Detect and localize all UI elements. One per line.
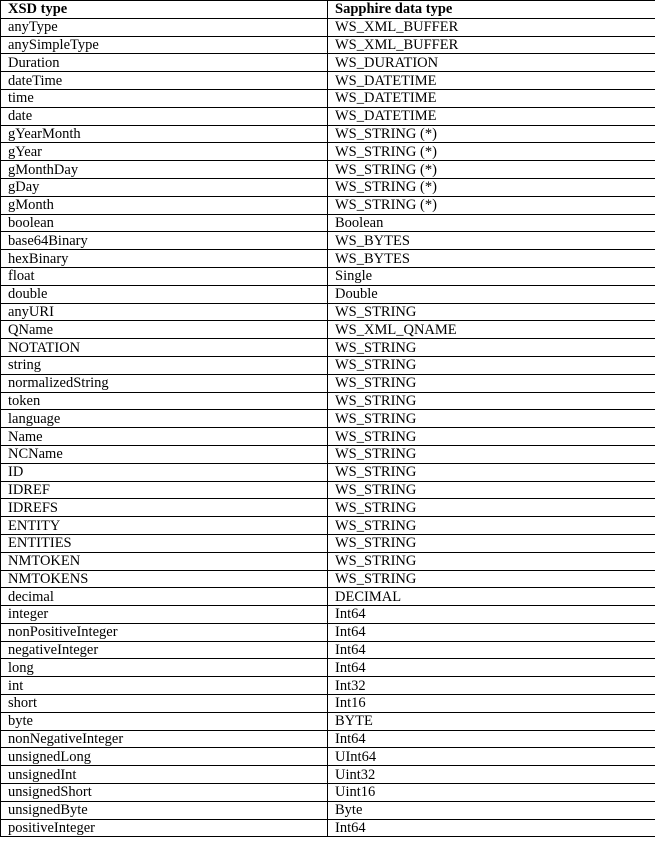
header-xsd-type: XSD type <box>1 1 328 19</box>
xsd-type-cell: anyType <box>1 18 328 36</box>
xsd-type-cell: string <box>1 356 328 374</box>
xsd-type-cell: ID <box>1 463 328 481</box>
table-header <box>1 1 655 19</box>
xsd-type-cell: byte <box>1 712 328 730</box>
table-row <box>1 374 655 392</box>
xsd-type-cell: positiveInteger <box>1 819 328 837</box>
sapphire-type-cell: Int64 <box>328 730 655 748</box>
table-row <box>1 552 655 570</box>
xsd-type-cell: NOTATION <box>1 339 328 357</box>
table-row <box>1 410 655 428</box>
xsd-type-cell: nonPositiveInteger <box>1 623 328 641</box>
table-row <box>1 54 655 72</box>
sapphire-type-cell: WS_XML_BUFFER <box>328 18 655 36</box>
sapphire-type-cell: UInt64 <box>328 748 655 766</box>
xsd-type-cell: negativeInteger <box>1 641 328 659</box>
table-row <box>1 588 655 606</box>
xsd-type-cell: IDREFS <box>1 499 328 517</box>
table-row <box>1 267 655 285</box>
xsd-type-cell: short <box>1 695 328 713</box>
xsd-type-cell: ENTITIES <box>1 534 328 552</box>
sapphire-type-cell: WS_STRING <box>328 534 655 552</box>
table-row <box>1 143 655 161</box>
sapphire-type-cell: WS_STRING <box>328 374 655 392</box>
sapphire-type-cell: WS_BYTES <box>328 250 655 268</box>
xsd-type-cell: unsignedShort <box>1 784 328 802</box>
xsd-type-cell: gDay <box>1 178 328 196</box>
table-row <box>1 819 655 837</box>
sapphire-type-cell: Int64 <box>328 659 655 677</box>
xsd-type-cell: unsignedLong <box>1 748 328 766</box>
sapphire-type-cell: Int64 <box>328 623 655 641</box>
xsd-type-cell: Name <box>1 428 328 446</box>
table-row <box>1 712 655 730</box>
xsd-type-cell: long <box>1 659 328 677</box>
sapphire-type-cell: Int64 <box>328 641 655 659</box>
sapphire-type-cell: DECIMAL <box>328 588 655 606</box>
table-body <box>1 18 655 837</box>
table-row <box>1 695 655 713</box>
sapphire-type-cell: WS_XML_QNAME <box>328 321 655 339</box>
xsd-type-cell: base64Binary <box>1 232 328 250</box>
xsd-type-cell: double <box>1 285 328 303</box>
sapphire-type-cell: WS_XML_BUFFER <box>328 36 655 54</box>
xsd-type-cell: time <box>1 89 328 107</box>
sapphire-type-cell: BYTE <box>328 712 655 730</box>
sapphire-type-cell: Uint32 <box>328 766 655 784</box>
xsd-type-cell: token <box>1 392 328 410</box>
table-row <box>1 570 655 588</box>
table-row <box>1 534 655 552</box>
table-row <box>1 766 655 784</box>
sapphire-type-cell: WS_DATETIME <box>328 72 655 90</box>
table-row <box>1 356 655 374</box>
table-row <box>1 677 655 695</box>
table-row <box>1 339 655 357</box>
sapphire-type-cell: WS_STRING (*) <box>328 196 655 214</box>
xsd-type-cell: unsignedByte <box>1 801 328 819</box>
xsd-type-cell: QName <box>1 321 328 339</box>
table-row <box>1 784 655 802</box>
sapphire-type-cell: Int16 <box>328 695 655 713</box>
sapphire-type-cell: WS_STRING <box>328 445 655 463</box>
xsd-type-cell: anyURI <box>1 303 328 321</box>
table-row <box>1 730 655 748</box>
xsd-type-cell: language <box>1 410 328 428</box>
table-row <box>1 463 655 481</box>
sapphire-type-cell: WS_STRING <box>328 463 655 481</box>
table-row <box>1 36 655 54</box>
xsd-type-cell: IDREF <box>1 481 328 499</box>
sapphire-type-cell: WS_STRING (*) <box>328 161 655 179</box>
table-row <box>1 623 655 641</box>
table-row <box>1 606 655 624</box>
table-row <box>1 392 655 410</box>
sapphire-type-cell: WS_STRING <box>328 392 655 410</box>
sapphire-type-cell: WS_STRING <box>328 356 655 374</box>
sapphire-type-cell: WS_STRING <box>328 552 655 570</box>
table-row <box>1 659 655 677</box>
table-row <box>1 321 655 339</box>
xsd-type-cell: ENTITY <box>1 517 328 535</box>
sapphire-type-cell: Int32 <box>328 677 655 695</box>
header-sapphire-type: Sapphire data type <box>328 1 655 19</box>
xsd-type-cell: date <box>1 107 328 125</box>
xsd-type-cell: float <box>1 267 328 285</box>
sapphire-type-cell: Single <box>328 267 655 285</box>
xsd-type-cell: anySimpleType <box>1 36 328 54</box>
sapphire-type-cell: WS_STRING <box>328 339 655 357</box>
table-row <box>1 517 655 535</box>
table-row <box>1 428 655 446</box>
sapphire-type-cell: WS_STRING <box>328 481 655 499</box>
table-row <box>1 72 655 90</box>
sapphire-type-cell: WS_STRING <box>328 570 655 588</box>
sapphire-type-cell: Uint16 <box>328 784 655 802</box>
table-row <box>1 161 655 179</box>
table-row <box>1 107 655 125</box>
table-row <box>1 499 655 517</box>
sapphire-type-cell: WS_BYTES <box>328 232 655 250</box>
xsd-type-cell: Duration <box>1 54 328 72</box>
sapphire-type-cell: WS_STRING <box>328 499 655 517</box>
xsd-type-cell: gMonthDay <box>1 161 328 179</box>
table-row <box>1 285 655 303</box>
xsd-type-cell: NMTOKEN <box>1 552 328 570</box>
table-row <box>1 801 655 819</box>
xsd-type-cell: gYear <box>1 143 328 161</box>
xsd-type-cell: int <box>1 677 328 695</box>
table-row <box>1 18 655 36</box>
xsd-type-cell: decimal <box>1 588 328 606</box>
sapphire-type-cell: WS_DURATION <box>328 54 655 72</box>
sapphire-type-cell: Int64 <box>328 606 655 624</box>
xsd-type-cell: dateTime <box>1 72 328 90</box>
table-row <box>1 178 655 196</box>
table-row <box>1 125 655 143</box>
xsd-type-cell: NMTOKENS <box>1 570 328 588</box>
xsd-type-cell: gYearMonth <box>1 125 328 143</box>
sapphire-type-cell: WS_STRING <box>328 428 655 446</box>
sapphire-type-cell: WS_DATETIME <box>328 107 655 125</box>
xsd-type-cell: NCName <box>1 445 328 463</box>
table-row <box>1 250 655 268</box>
xsd-type-cell: integer <box>1 606 328 624</box>
xsd-type-cell: boolean <box>1 214 328 232</box>
table-row <box>1 641 655 659</box>
xsd-type-cell: normalizedString <box>1 374 328 392</box>
sapphire-type-cell: WS_STRING (*) <box>328 178 655 196</box>
sapphire-type-cell: WS_STRING (*) <box>328 143 655 161</box>
sapphire-type-cell: Int64 <box>328 819 655 837</box>
table-row <box>1 232 655 250</box>
table-row <box>1 748 655 766</box>
xsd-type-cell: nonNegativeInteger <box>1 730 328 748</box>
xsd-type-cell: unsignedInt <box>1 766 328 784</box>
sapphire-type-cell: Byte <box>328 801 655 819</box>
sapphire-type-cell: Double <box>328 285 655 303</box>
sapphire-type-cell: Boolean <box>328 214 655 232</box>
table-row <box>1 196 655 214</box>
header-row <box>1 1 655 19</box>
sapphire-type-cell: WS_DATETIME <box>328 89 655 107</box>
table-row <box>1 481 655 499</box>
sapphire-type-cell: WS_STRING <box>328 303 655 321</box>
sapphire-type-cell: WS_STRING (*) <box>328 125 655 143</box>
table-row <box>1 303 655 321</box>
table-row <box>1 445 655 463</box>
table-row <box>1 214 655 232</box>
sapphire-type-cell: WS_STRING <box>328 410 655 428</box>
table-row <box>1 89 655 107</box>
xsd-type-cell: hexBinary <box>1 250 328 268</box>
xsd-type-cell: gMonth <box>1 196 328 214</box>
sapphire-type-cell: WS_STRING <box>328 517 655 535</box>
